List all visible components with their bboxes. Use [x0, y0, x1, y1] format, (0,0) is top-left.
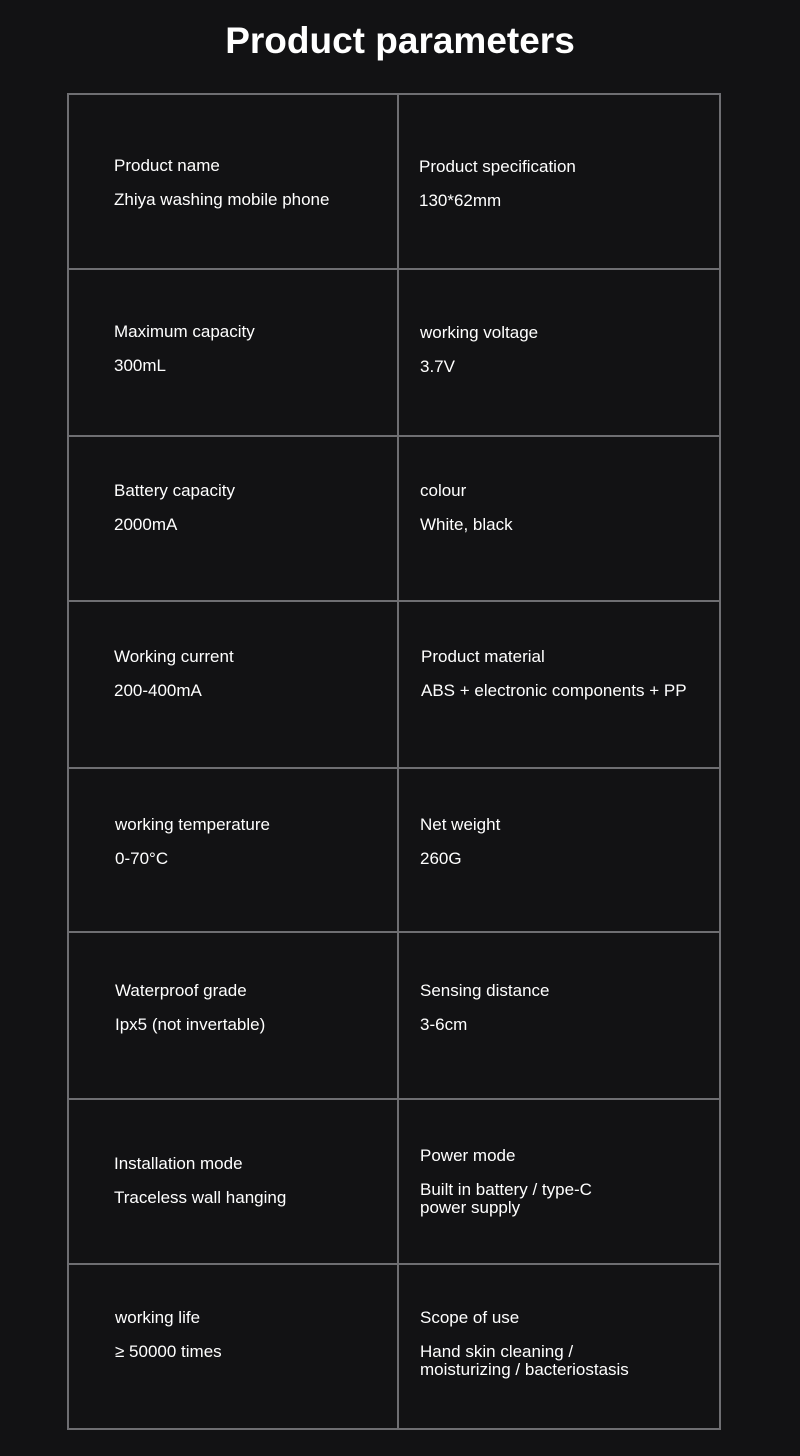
- parameters-table: [67, 93, 721, 1430]
- param-label: Product material: [421, 647, 545, 666]
- param-value: ≥ 50000 times: [115, 1342, 222, 1361]
- row-divider: [69, 767, 719, 769]
- param-cell-net-weight: [420, 816, 500, 868]
- param-label: working voltage: [420, 323, 539, 342]
- param-value: Built in battery / type-C power supply: [420, 1180, 592, 1217]
- param-label: Waterproof grade: [115, 981, 247, 1000]
- param-cell-working-voltage: [420, 324, 538, 376]
- param-label: working temperature: [115, 815, 270, 834]
- param-label: Product name: [114, 156, 220, 175]
- param-cell-sensing-distance: [420, 982, 549, 1034]
- row-divider: [69, 600, 719, 602]
- param-value: Zhiya washing mobile phone: [114, 190, 330, 209]
- param-cell-scope-of-use: [420, 1309, 629, 1379]
- param-cell-installation-mode: [114, 1155, 286, 1207]
- param-value: Traceless wall hanging: [114, 1188, 287, 1207]
- param-cell-power-mode: [420, 1147, 592, 1217]
- row-divider: [69, 268, 719, 270]
- param-cell-battery-capacity: [114, 482, 235, 534]
- param-label: Working current: [114, 647, 234, 666]
- param-value: 260G: [420, 849, 462, 868]
- param-label: colour: [420, 481, 467, 500]
- param-value: ABS + electronic components + PP: [421, 681, 687, 700]
- param-cell-colour: [420, 482, 513, 534]
- param-label: Battery capacity: [114, 481, 235, 500]
- row-divider: [69, 1263, 719, 1265]
- param-value: Ipx5 (not invertable): [115, 1015, 266, 1034]
- param-cell-product-name: [114, 157, 329, 209]
- param-label: Product specification: [419, 157, 576, 176]
- param-cell-working-current: [114, 648, 234, 700]
- param-label: working life: [115, 1308, 201, 1327]
- param-value: 3.7V: [420, 357, 455, 376]
- param-label: Power mode: [420, 1146, 516, 1165]
- param-cell-waterproof-grade: [115, 982, 265, 1034]
- param-value: Hand skin cleaning / moisturizing / bacteriostasis: [420, 1342, 629, 1379]
- param-cell-working-life: [115, 1309, 222, 1361]
- column-divider: [397, 95, 399, 1428]
- param-cell-working-temperature: [115, 816, 270, 868]
- param-value: 2000mA: [114, 515, 178, 534]
- param-value: 200-400mA: [114, 681, 202, 700]
- param-label: Sensing distance: [420, 981, 550, 1000]
- param-value: 300mL: [114, 356, 166, 375]
- param-cell-maximum-capacity: [114, 323, 255, 375]
- param-value: 0-70°C: [115, 849, 169, 868]
- row-divider: [69, 435, 719, 437]
- param-label: Net weight: [420, 815, 501, 834]
- row-divider: [69, 931, 719, 933]
- param-cell-product-material: [421, 648, 687, 700]
- row-divider: [69, 1098, 719, 1100]
- param-value: 3-6cm: [420, 1015, 468, 1034]
- param-cell-product-specification: [419, 158, 576, 210]
- param-value: White, black: [420, 515, 513, 534]
- param-label: Installation mode: [114, 1154, 243, 1173]
- param-label: Scope of use: [420, 1308, 520, 1327]
- page-title: Product parameters: [225, 20, 575, 61]
- param-value: 130*62mm: [419, 191, 502, 210]
- param-label: Maximum capacity: [114, 322, 255, 341]
